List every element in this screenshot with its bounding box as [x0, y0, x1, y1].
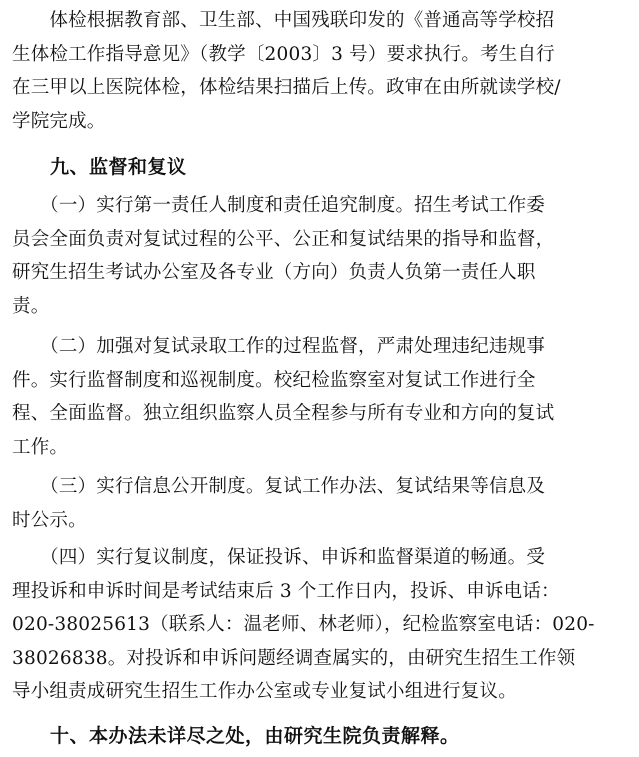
text-line: 责。 — [12, 295, 50, 317]
section-heading-10: 十、本办法未详尽之处，由研究生院负责解释。 — [50, 725, 460, 747]
text-line: 020-38025613（联系人：温老师、林老师），纪检监察室电话：020- — [12, 614, 595, 635]
text-line: （一）实行第一责任人制度和责任追究制度。招生考试工作委 — [12, 195, 546, 216]
text-line: 程、全面监督。独立组织监察人员全程参与所有专业和方向的复试 — [12, 403, 555, 424]
text-line: （二）加强对复试录取工作的过程监督，严肃处理违纪违规事 — [12, 336, 546, 357]
text-line: 研究生招生考试办公室及各专业（方向）负责人负第一责任人职 — [12, 262, 536, 283]
text-line: 时公示。 — [12, 509, 87, 531]
text-line: （三）实行信息公开制度。复试工作办法、复试结果等信息及 — [12, 476, 546, 497]
text-line: 生体检工作指导意见》（教学〔2003〕3 号）要求执行。考生自行 — [12, 43, 555, 65]
text-line: 理投诉和申诉时间是考试结束后 3 个工作日内，投诉、申诉电话： — [12, 580, 560, 602]
paragraph-item-2 — [12, 330, 626, 464]
paragraph-item-1 — [12, 189, 626, 323]
paragraph-item-4 — [12, 541, 626, 709]
text-line: 工作。 — [12, 436, 69, 458]
text-line: 导小组责成研究生招生工作办公室或专业复试小组进行复议。 — [12, 681, 517, 702]
paragraph-physical-exam — [12, 4, 626, 138]
text-line: 体检根据教育部、卫生部、中国残联印发的《普通高等学校招 — [12, 10, 555, 31]
text-line: 学院完成。 — [12, 110, 106, 132]
text-line: 件。实行监督制度和巡视制度。校纪检监察室对复试工作进行全 — [12, 369, 536, 391]
paragraph-item-3 — [12, 470, 626, 537]
text-line: 在三甲以上医院体检，体检结果扫描后上传。政审在由所就读学校/ — [12, 77, 561, 98]
text-line: 员会全面负责对复试过程的公平、公正和复试结果的指导和监督， — [12, 228, 555, 250]
text-line: 38026838。对投诉和申诉问题经调查属实的，由研究生招生工作领 — [12, 647, 576, 669]
section-heading-9: 九、监督和复议 — [50, 156, 187, 178]
text-line: （四）实行复议制度，保证投诉、申诉和监督渠道的畅通。受 — [12, 547, 546, 568]
